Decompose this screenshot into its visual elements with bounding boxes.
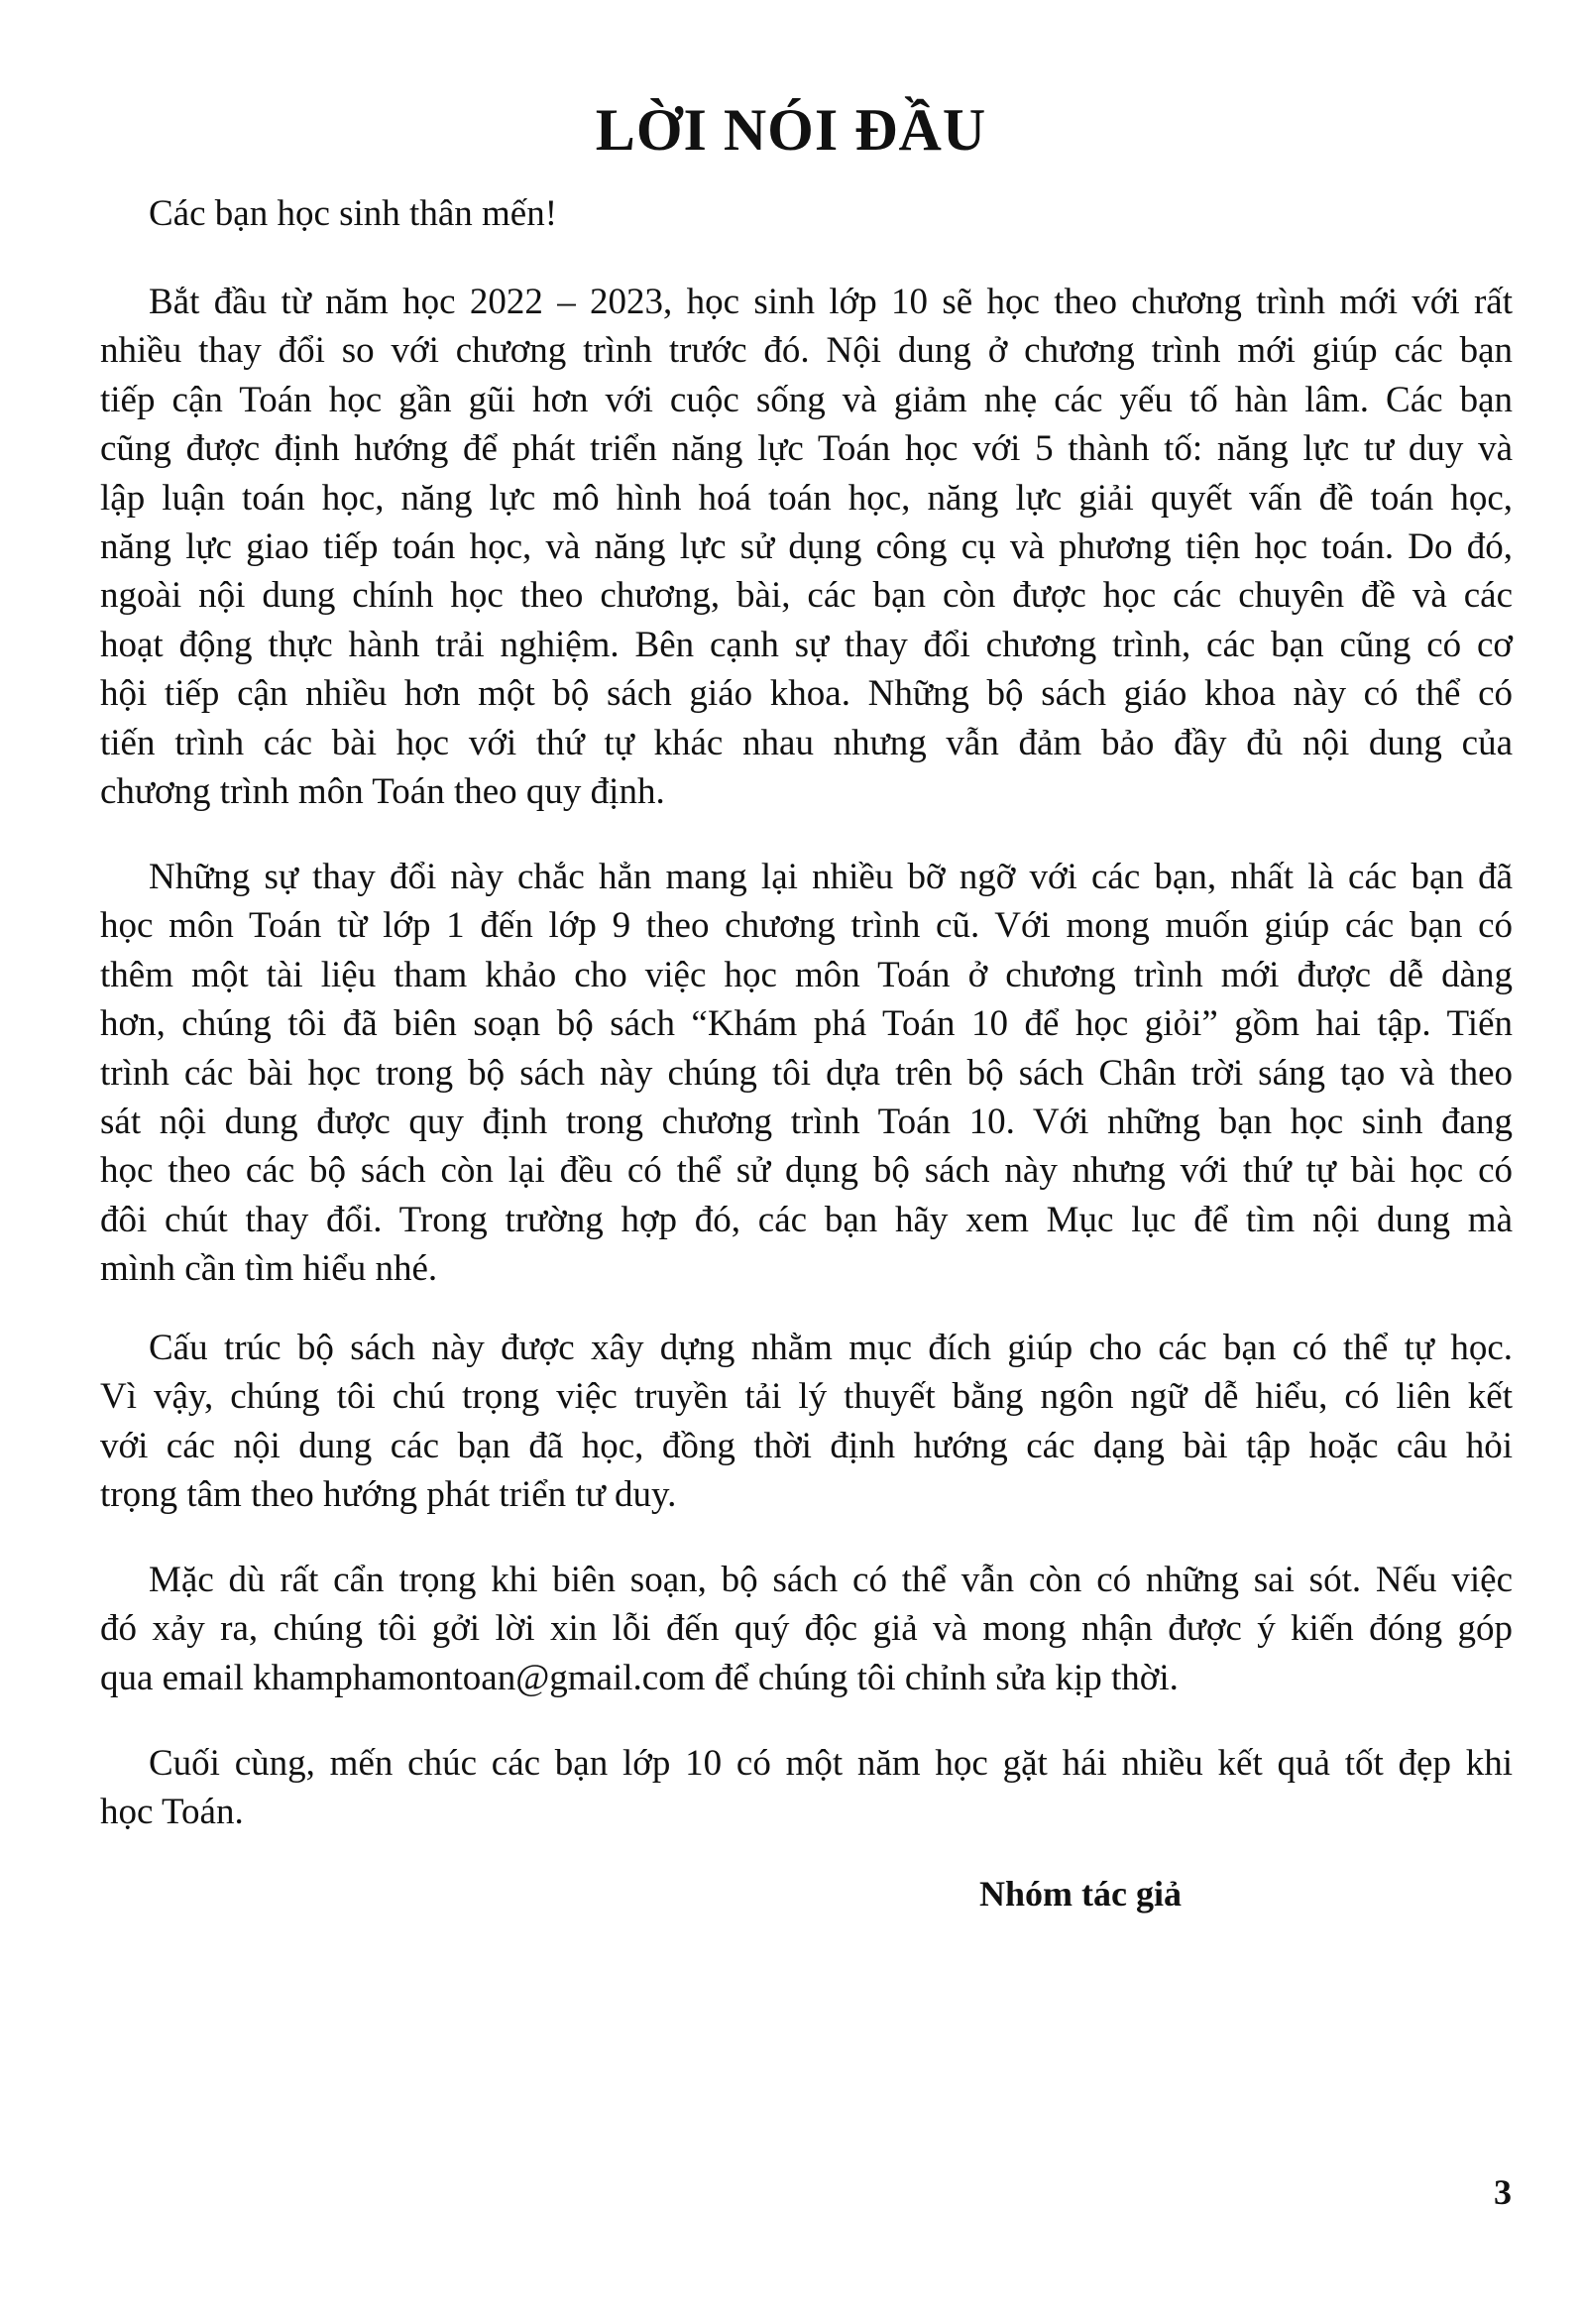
text-line: nhiều thay đổi so với chương trình trước đó. Nội dung ở chương trình mới giúp các bạn <box>100 330 1513 372</box>
paragraph <box>100 1324 1513 1520</box>
paragraph <box>100 1556 1513 1702</box>
text-line: Cấu trúc bộ sách này được xây dựng nhằm mục đích giúp cho các bạn có thể tự học. <box>149 1328 1513 1368</box>
text-line: hội tiếp cận nhiều hơn một bộ sách giáo khoa. Những bộ sách giáo khoa này có thể có <box>100 673 1513 715</box>
text-line: đôi chút thay đổi. Trong trường hợp đó, các bạn hãy xem Mục lục để tìm nội dung mà <box>100 1199 1513 1240</box>
paragraph <box>100 1739 1513 1837</box>
text-line: Mặc dù rất cẩn trọng khi biên soạn, bộ sách có thể vẫn còn có những sai sót. Nếu việc <box>149 1560 1513 1600</box>
text-line: Cuối cùng, mến chúc các bạn lớp 10 có một năm học gặt hái nhiều kết quả tốt đẹp khi <box>149 1743 1513 1784</box>
text-line: Vì vậy, chúng tôi chú trọng việc truyền tải lý thuyết bằng ngôn ngữ dễ hiểu, có liên kết <box>100 1376 1513 1418</box>
paragraph <box>100 278 1513 816</box>
text-line: qua email khamphamontoan@gmail.com để chúng tôi chỉnh sửa kịp thời. <box>100 1657 1179 1698</box>
text-line: với các nội dung các bạn đã học, đồng thời định hướng các dạng bài tập hoặc câu hỏi <box>100 1425 1513 1466</box>
text-line: chương trình môn Toán theo quy định. <box>100 770 665 812</box>
page-number: 3 <box>1494 2172 1512 2212</box>
text-line: Những sự thay đổi này chắc hẳn mang lại nhiều bỡ ngỡ với các bạn, nhất là các bạn đã <box>149 857 1513 897</box>
text-line: năng lực giao tiếp toán học, và năng lực sử dụng công cụ và phương tiện học toán. Do đó, <box>100 525 1513 567</box>
text-line: đó xảy ra, chúng tôi gởi lời xin lỗi đến quý độc giả và mong nhận được ý kiến đóng góp <box>100 1608 1513 1650</box>
text-line: tiến trình các bài học với thứ tự khác nhau nhưng vẫn đảm bảo đầy đủ nội dung của <box>100 722 1513 763</box>
text-line: học Toán. <box>100 1792 244 1833</box>
text-line: ngoài nội dung chính học theo chương, bài, các bạn còn được học các chuyên đề và các <box>100 575 1513 617</box>
text-line: mình cần tìm hiểu nhé. <box>100 1248 438 1290</box>
text-line: học theo các bộ sách còn lại đều có thể sử dụng bộ sách này nhưng với thứ tự bài học có <box>100 1150 1513 1192</box>
greeting <box>100 189 1513 238</box>
text-line: cũng được định hướng để phát triển năng lực Toán học với 5 thành tố: năng lực tư duy và <box>100 428 1513 470</box>
text-line: hoạt động thực hành trải nghiệm. Bên cạnh sự thay đổi chương trình, các bạn cũng có cơ <box>100 624 1513 665</box>
text-line: trình các bài học trong bộ sách này chúng tôi dựa trên bộ sách Chân trời sáng tạo và theo <box>100 1052 1513 1094</box>
signature: Nhóm tác giả <box>979 1874 1182 1914</box>
text-line: tiếp cận Toán học gần gũi hơn với cuộc sống và giảm nhẹ các yếu tố hàn lâm. Các bạn <box>100 379 1513 420</box>
text-line: lập luận toán học, năng lực mô hình hoá toán học, năng lực giải quyết vấn đề toán học, <box>100 477 1513 519</box>
text-line: trọng tâm theo hướng phát triển tư duy. <box>100 1474 677 1516</box>
text-line: thêm một tài liệu tham khảo cho việc học môn Toán ở chương trình mới được dễ dàng <box>100 954 1513 995</box>
text-line: Bắt đầu từ năm học 2022 – 2023, học sinh lớp 10 sẽ học theo chương trình mới với rất <box>149 282 1513 322</box>
greeting-text: Các bạn học sinh thân mến! <box>149 193 558 234</box>
text-line: học môn Toán từ lớp 1 đến lớp 9 theo chương trình cũ. Với mong muốn giúp các bạn có <box>100 905 1513 947</box>
paragraph <box>100 853 1513 1294</box>
text-line: hơn, chúng tôi đã biên soạn bộ sách “Khám phá Toán 10 để học giỏi” gồm hai tập. Tiến <box>100 1003 1513 1045</box>
page-title: LỜI NÓI ĐẦU <box>595 97 987 163</box>
text-line: sát nội dung được quy định trong chương trình Toán 10. Với những bạn học sinh đang <box>100 1101 1513 1142</box>
